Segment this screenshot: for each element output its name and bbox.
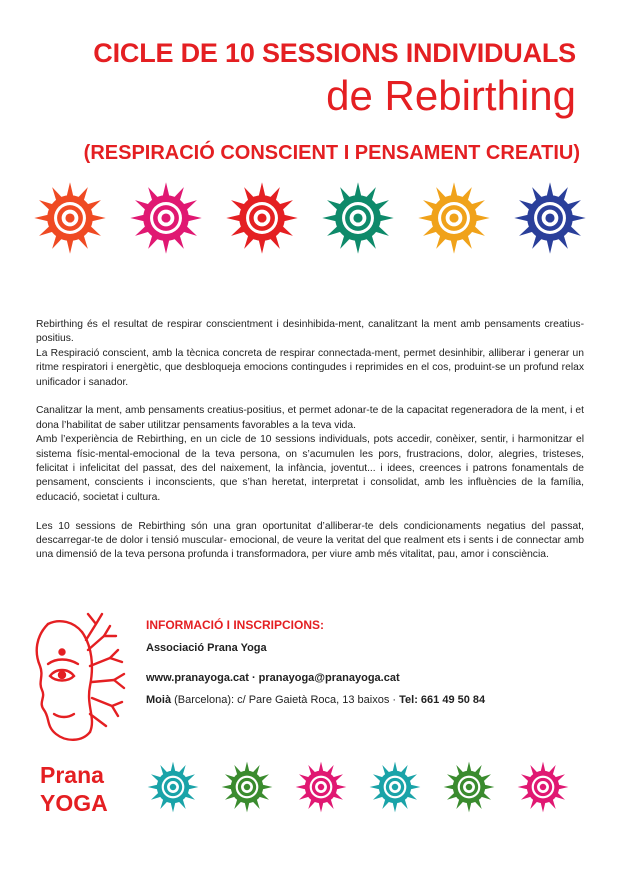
flower-icon xyxy=(32,180,108,256)
title-line-2: de Rebirthing xyxy=(326,72,576,119)
info-phone[interactable]: Tel: 661 49 50 84 xyxy=(399,694,486,706)
flower-icon xyxy=(224,180,300,256)
flower-icon xyxy=(512,180,588,256)
info-block xyxy=(146,618,586,706)
info-heading: INFORMACIÓ I INSCRIPCIONS: xyxy=(146,618,325,632)
face-tree-icon xyxy=(26,606,130,756)
body-text xyxy=(36,318,584,563)
flower-row-top xyxy=(32,180,588,270)
paragraph-1: Rebirthing és el resultat de respirar conscientment i desinhibida-ment, canalitzant la ment amb pensaments creatius-positius. xyxy=(36,319,584,345)
info-organization: Associació Prana Yoga xyxy=(146,642,267,654)
subtitle: (RESPIRACIÓ CONSCIENT I PENSAMENT CREATIU) xyxy=(83,142,580,164)
flower-icon-small xyxy=(146,760,200,814)
info-street: (Barcelona): c/ Pare Gaietà Roca, 13 baixos · xyxy=(171,694,400,706)
info-address xyxy=(146,694,586,706)
flower-row-bottom xyxy=(146,760,586,820)
logo-text-yoga: YOGA xyxy=(40,790,108,816)
paragraph-4: Amb l’experiència de Rebirthing, en un cicle de 10 sessions individuals, pots accedir, conèixer, sentir, i harmonitzar el sistema físic-mental-emocional de la teva persona, on s’acumulen les pors, frustracions, dolor, alegries, tristeses, felicitat i infelicitat del passat, des del naixement, la infància, joventut... i idees, creences i patrons fonamentals de pensament, conscients i inconscients, que s’han heretat, interpretat i consolidat, amb les influències de la família, educació, societat i cultura. xyxy=(36,434,584,503)
paragraph-3: Canalitzar la ment, amb pensaments creatius-positius, et permet adonar-te de la capacitat regeneradora de la ment, i et dona l’habilitat de saber utilitzar pensaments favorables a la teva vida. xyxy=(36,405,584,431)
info-town: Moià xyxy=(146,694,172,706)
flower-icon-small xyxy=(442,760,496,814)
paragraph-2: La Respiració conscient, amb la tècnica concreta de respirar connectada-ment, permet desinhibir, alliberar i generar un ritme respiratori i energètic, que desbloqueja emocions contingudes i reprimides en el cos, produint-se un profund relax unificador i sanador. xyxy=(36,347,584,388)
logo-text-prana: Prana xyxy=(40,762,104,788)
flower-icon-small xyxy=(516,760,570,814)
flower-icon xyxy=(128,180,204,256)
flower-icon xyxy=(416,180,492,256)
flower-icon-small xyxy=(220,760,274,814)
info-web-email[interactable]: www.pranayoga.cat · pranayoga@pranayoga.cat xyxy=(146,672,400,684)
paragraph-5: Les 10 sessions de Rebirthing són una gran oportunitat d’alliberar-te dels condicionaments negatius del passat, descarregar-te de dolor i tensió muscular- emocional, de veure la veritat del que realment ets i sents i de connectar amb una dimensió de la teva persona profunda i transformadora, per viure amb més vitalitat, pau, amor i consciència. xyxy=(36,520,584,561)
flower-icon-small xyxy=(368,760,422,814)
flower-icon xyxy=(320,180,396,256)
flower-icon-small xyxy=(294,760,348,814)
title-line-1: CICLE DE 10 SESSIONS INDIVIDUALS xyxy=(93,38,576,68)
